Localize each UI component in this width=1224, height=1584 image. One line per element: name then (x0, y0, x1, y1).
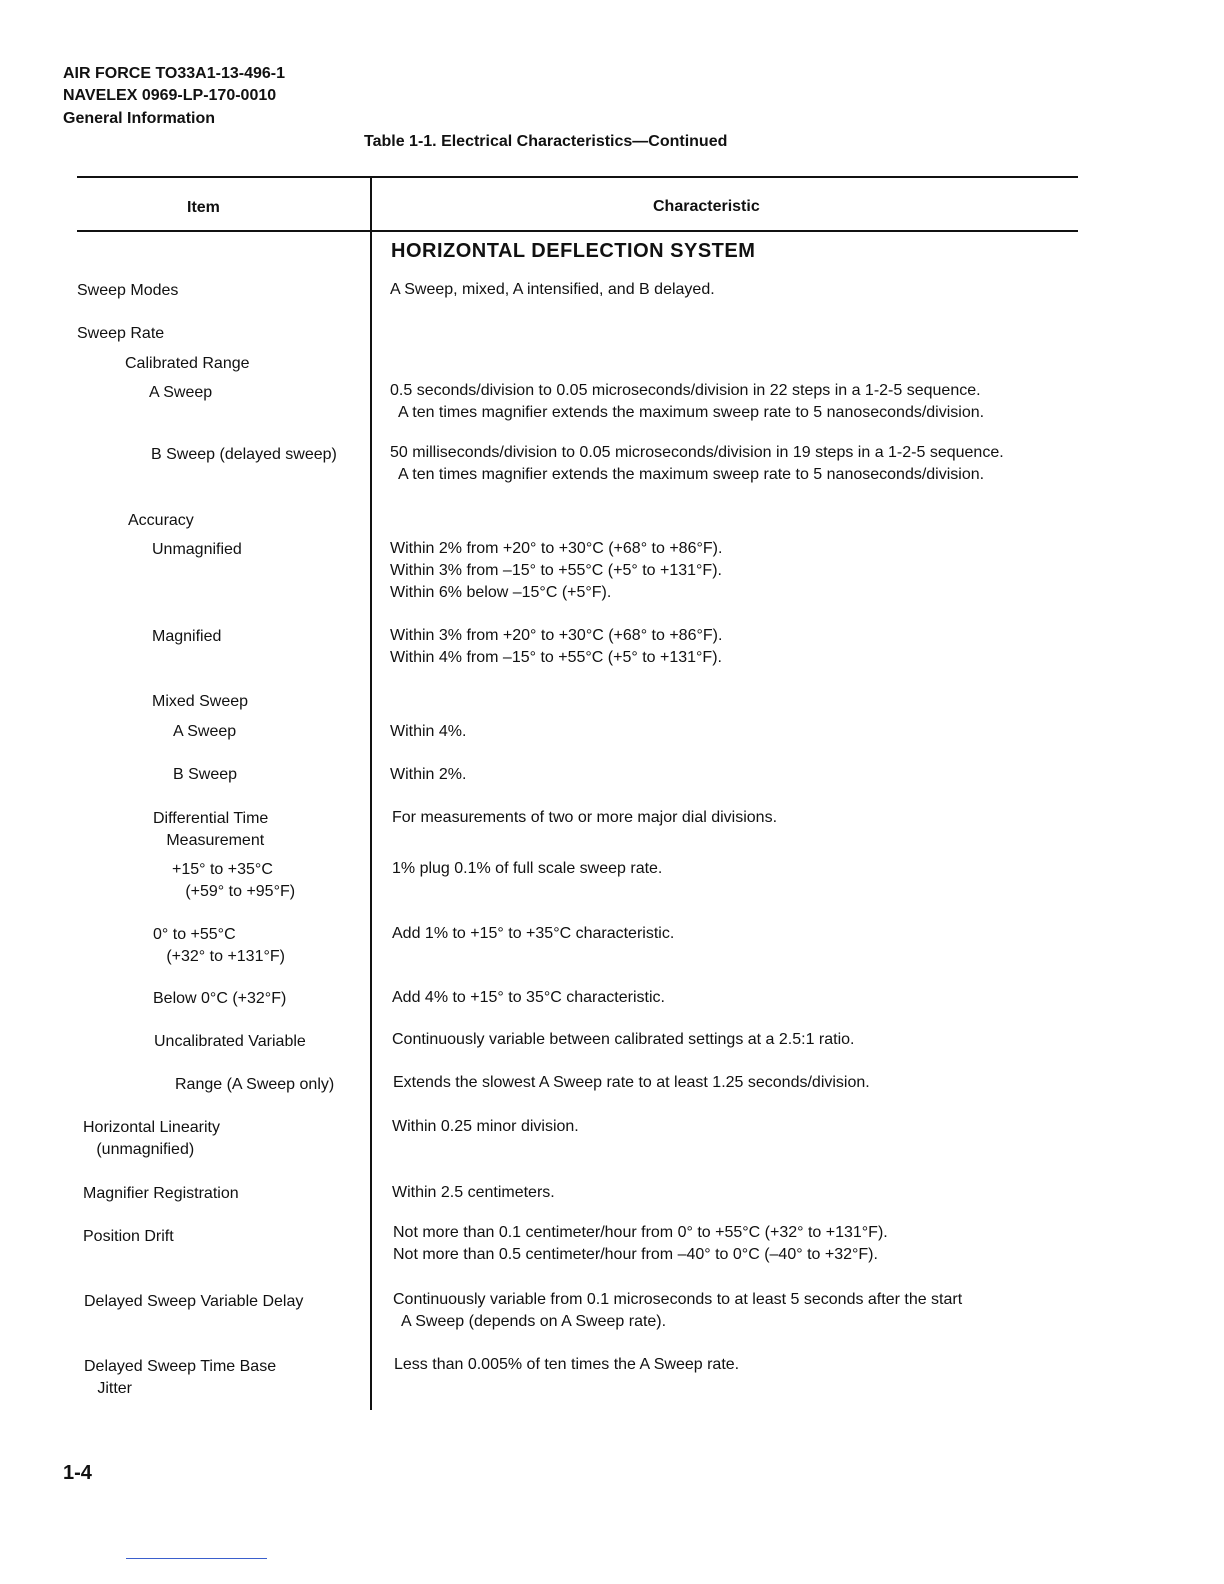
char-range-15-35: 1% plug 0.1% of full scale sweep rate. (392, 860, 663, 877)
char-range-a-sweep-only: Extends the slowest A Sweep rate to at least 1.25 seconds/division. (393, 1074, 870, 1091)
column-header-item: Item (187, 199, 220, 216)
item-mixed-sweep: Mixed Sweep (152, 693, 249, 710)
item-magnified: Magnified (152, 628, 222, 645)
char-sweep-modes: A Sweep, mixed, A intensified, and B delayed. (390, 281, 715, 298)
document-section-label: General Information (63, 110, 216, 127)
char-mixed-a-sweep: Within 4%. (390, 723, 467, 740)
char-b-sweep-delayed: 50 milliseconds/division to 0.05 microseconds/division in 19 steps in a 1-2-5 sequence. A ten times magnifier extends the maximum sweep rate to 5 nanoseconds/division. (390, 444, 1004, 483)
table-header-rule (77, 230, 1078, 232)
item-sweep-modes: Sweep Modes (77, 282, 179, 299)
page-number: 1-4 (63, 1462, 92, 1484)
char-mixed-b-sweep: Within 2%. (390, 766, 467, 783)
section-title: HORIZONTAL DEFLECTION SYSTEM (391, 240, 756, 262)
item-position-drift: Position Drift (83, 1228, 174, 1245)
item-magnifier-registration: Magnifier Registration (83, 1185, 239, 1202)
item-calibrated-range: Calibrated Range (125, 355, 250, 372)
char-magnified: Within 3% from +20° to +30°C (+68° to +86°F). Within 4% from –15° to +55°C (+5° to +131°F). (390, 627, 723, 666)
item-mixed-b-sweep: B Sweep (173, 766, 238, 783)
char-differential-time: For measurements of two or more major dial divisions. (392, 809, 778, 826)
item-horizontal-linearity: Horizontal Linearity (unmagnified) (83, 1119, 220, 1158)
char-position-drift: Not more than 0.1 centimeter/hour from 0° to +55°C (+32° to +131°F). Not more than 0.5 centimeter/hour from –40° to 0°C (–40° to +32°F). (393, 1224, 888, 1263)
item-delayed-sweep-time-base-jitter: Delayed Sweep Time Base Jitter (84, 1358, 277, 1397)
item-below-0: Below 0°C (+32°F) (153, 990, 287, 1007)
table-column-divider (370, 176, 372, 1410)
document-id-air-force: AIR FORCE TO33A1-13-496-1 (63, 65, 285, 82)
item-mixed-a-sweep: A Sweep (173, 723, 237, 740)
item-range-a-sweep-only: Range (A Sweep only) (175, 1076, 335, 1093)
item-range-0-55: 0° to +55°C (+32° to +131°F) (153, 926, 285, 965)
char-range-0-55: Add 1% to +15° to +35°C characteristic. (392, 925, 675, 942)
table-caption: Table 1-1. Electrical Characteristics—Continued (364, 133, 728, 150)
item-sweep-rate: Sweep Rate (77, 325, 165, 342)
document-id-navelex: NAVELEX 0969-LP-170-0010 (63, 87, 277, 104)
char-horizontal-linearity: Within 0.25 minor division. (392, 1118, 579, 1135)
char-uncalibrated-variable: Continuously variable between calibrated settings at a 2.5:1 ratio. (392, 1031, 855, 1048)
footer-rule (126, 1558, 267, 1559)
item-range-15-35: +15° to +35°C (+59° to +95°F) (172, 861, 296, 900)
char-magnifier-registration: Within 2.5 centimeters. (392, 1184, 555, 1201)
item-unmagnified: Unmagnified (152, 541, 242, 558)
char-unmagnified: Within 2% from +20° to +30°C (+68° to +86°F). Within 3% from –15° to +55°C (+5° to +131°F). Within 6% below –15°C (+5°F). (390, 540, 723, 601)
char-a-sweep: 0.5 seconds/division to 0.05 microseconds/division in 22 steps in a 1-2-5 sequence. A ten times magnifier extends the maximum sweep rate to 5 nanoseconds/division. (390, 382, 985, 421)
item-differential-time: Differential Time Measurement (153, 810, 269, 849)
column-header-characteristic: Characteristic (653, 198, 760, 215)
item-a-sweep: A Sweep (149, 384, 213, 401)
char-delayed-sweep-variable-delay: Continuously variable from 0.1 microseconds to at least 5 seconds after the start A Sweep (depends on A Sweep rate). (393, 1291, 963, 1330)
item-accuracy: Accuracy (128, 512, 194, 529)
table-top-rule (77, 176, 1078, 178)
item-b-sweep-delayed: B Sweep (delayed sweep) (151, 446, 337, 463)
char-below-0: Add 4% to +15° to 35°C characteristic. (392, 989, 665, 1006)
item-uncalibrated-variable: Uncalibrated Variable (154, 1033, 306, 1050)
item-delayed-sweep-variable-delay: Delayed Sweep Variable Delay (84, 1293, 304, 1310)
char-delayed-sweep-time-base-jitter: Less than 0.005% of ten times the A Sweep rate. (394, 1356, 740, 1373)
